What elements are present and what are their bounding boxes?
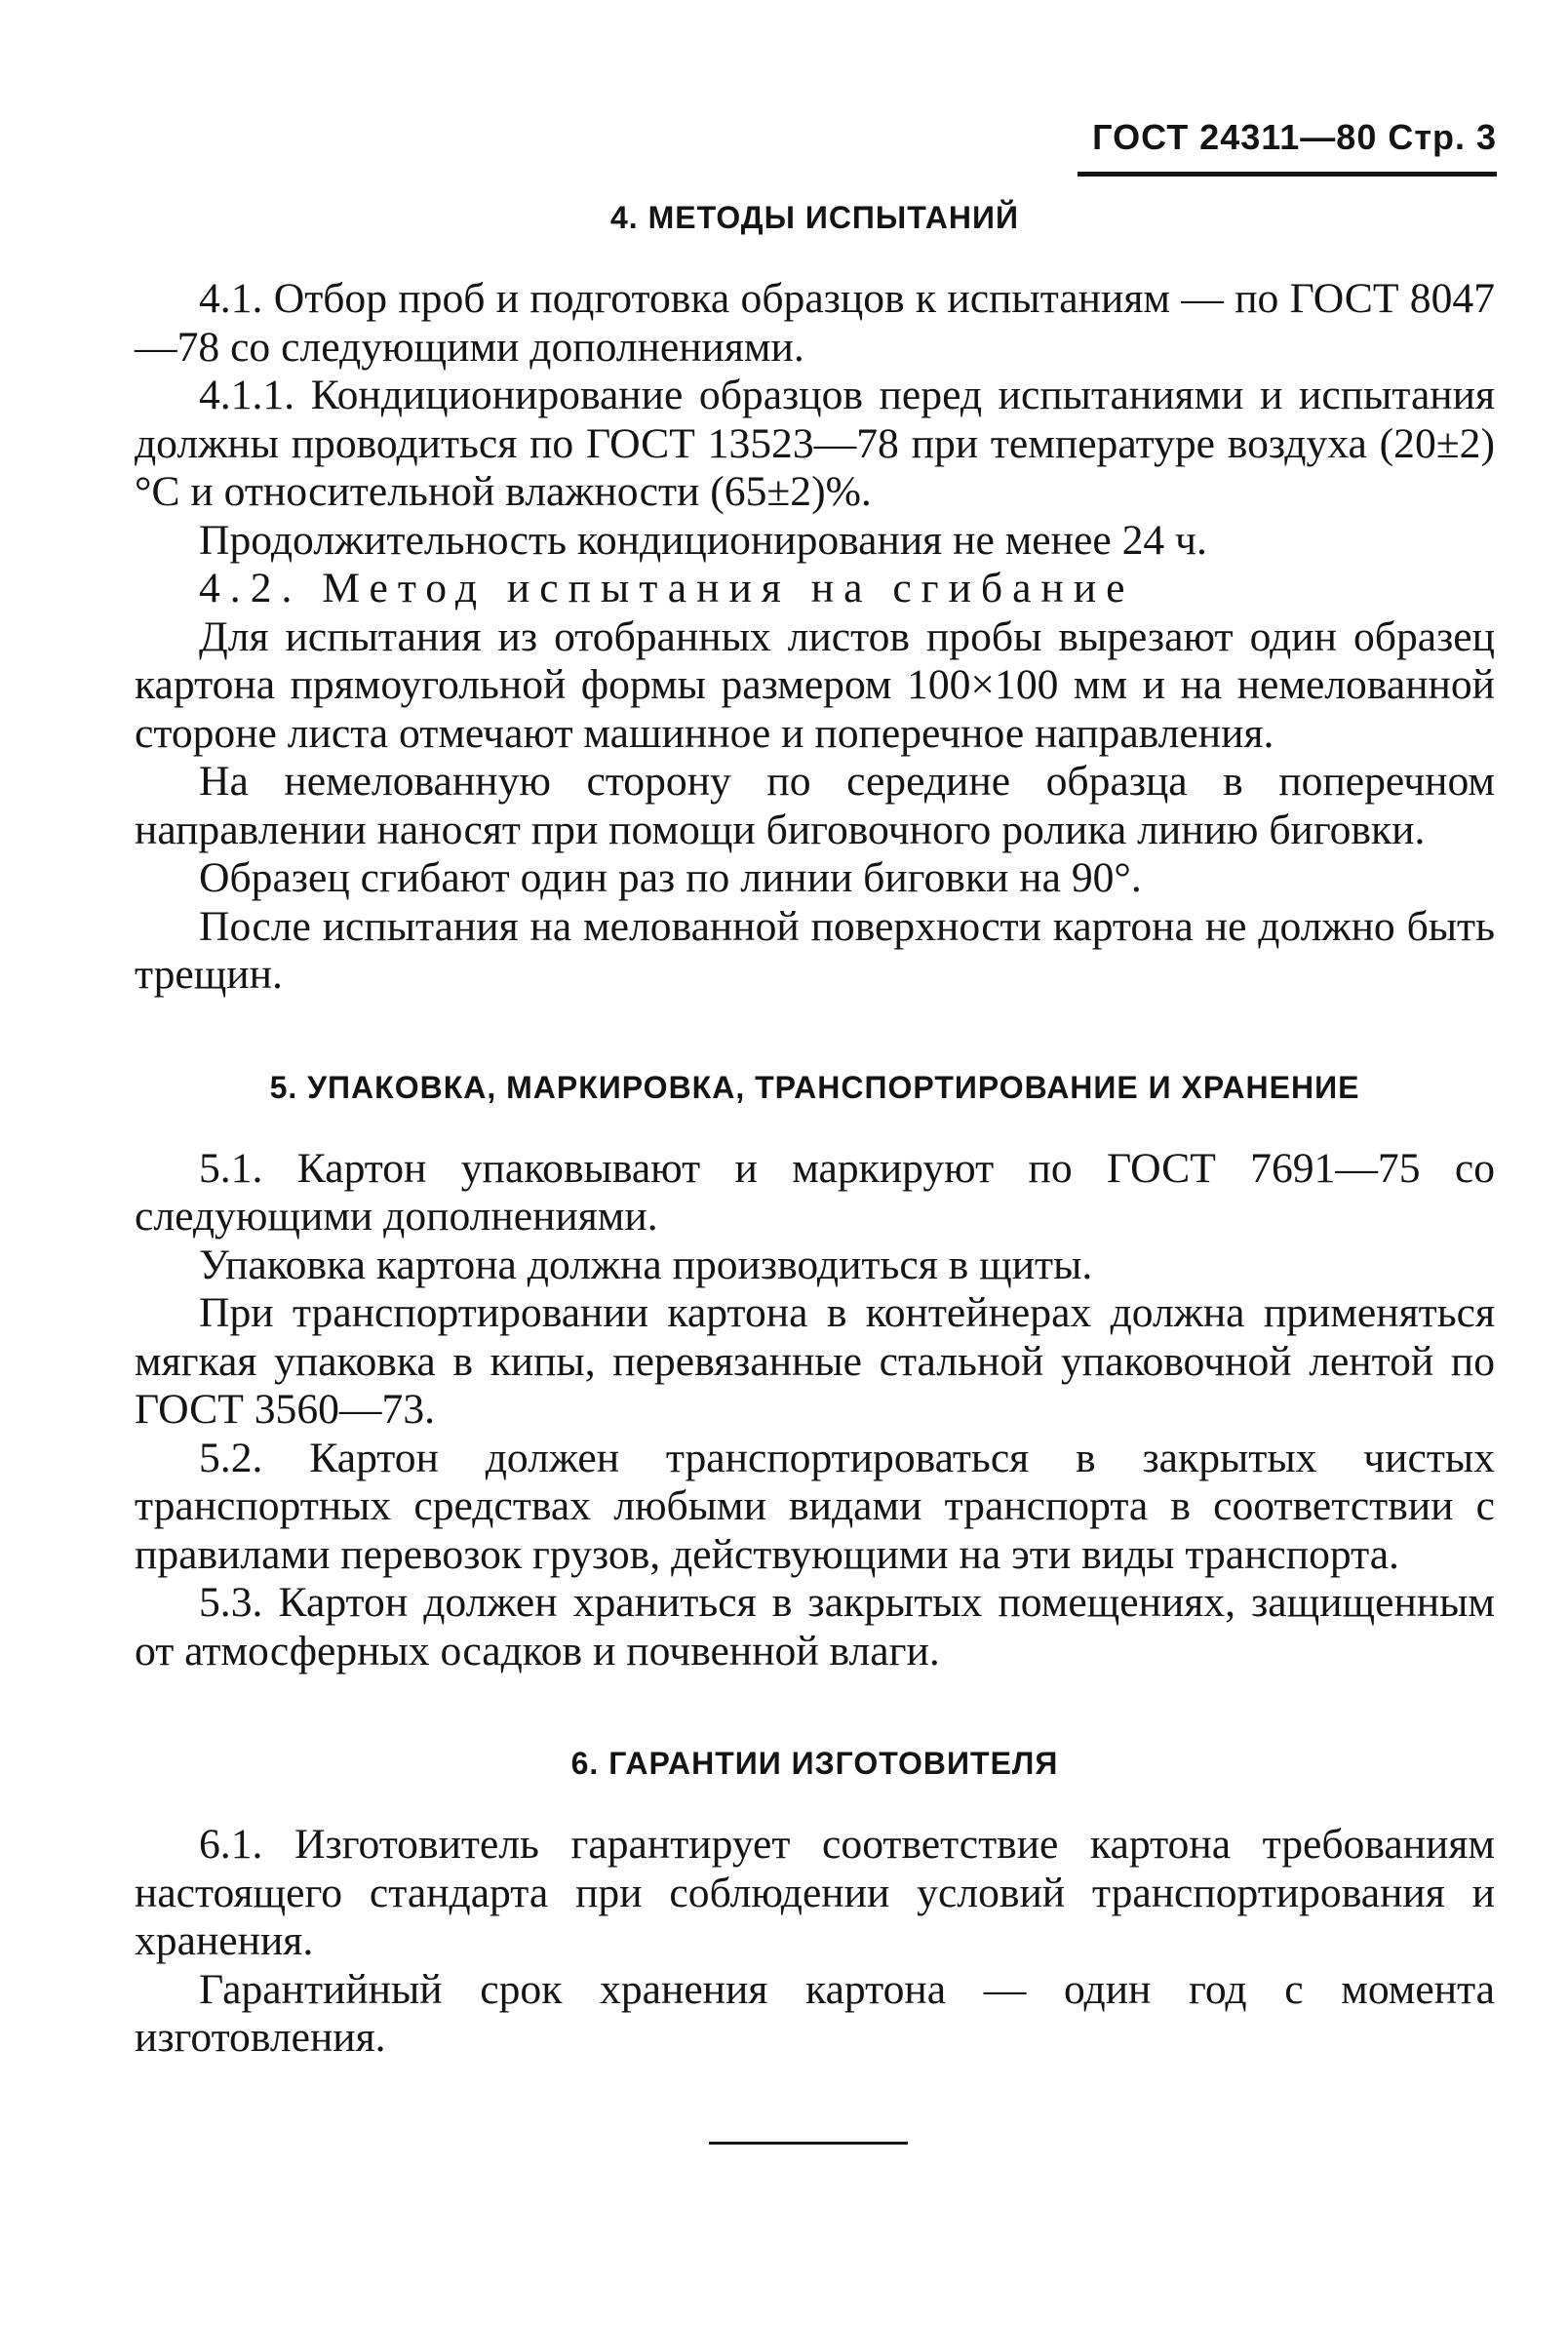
section-paragraphs [135,1145,1495,1676]
paragraph: На немелованную сторону по середине образца в поперечном направлении наносят при помощи биговочного ролика линию биговки. [135,758,1495,853]
paragraph: 5.1. Картон упаковывают и маркируют по ГОСТ 7691—75 со следующими дополнениями. [135,1144,1495,1240]
header-rule [1078,172,1497,177]
paragraph: Образец сгибают один раз по линии биговки на 90°. [199,854,1142,901]
section-packing-marking [135,1070,1495,1676]
paragraph: Упаковка картона должна производиться в щиты. [199,1241,1093,1288]
paragraph: 5.3. Картон должен храниться в закрытых помещениях, защищенным от атмосферных осадков и почвенной влаги. [135,1579,1495,1675]
paragraph-subheading: 4.2. Метод испытания на сгибание [199,565,1135,611]
section-heading: 6. ГАРАНТИИ ИЗГОТОВИТЕЛЯ [570,1746,1059,1781]
paragraph: 6.1. Изготовитель гарантирует соответствие картона требованиям настоящего стандарта при соблюдении условий транспортирования и хранения. [135,1821,1495,1964]
paragraph: 4.1. Отбор проб и подготовка образцов к испытаниям — по ГОСТ 8047—78 со следующими дополнениями. [135,275,1495,371]
running-title: ГОСТ 24311—80 Стр. 3 [1092,117,1497,157]
paragraph: Гарантийный срок хранения картона — один год с момента изготовления. [135,1965,1495,2061]
page-header [1058,117,1497,176]
paragraph: После испытания на мелованной поверхности картона не должно быть трещин. [135,902,1495,998]
page-body [135,200,1495,2063]
section-heading: 4. МЕТОДЫ ИСПЫТАНИЙ [610,200,1019,235]
section-test-methods [135,200,1495,1000]
paragraph: Продолжительность кондиционирования не менее 24 ч. [199,516,1207,564]
section-heading: 5. УПАКОВКА, МАРКИРОВКА, ТРАНСПОРТИРОВАНИЕ И ХРАНЕНИЕ [269,1069,1360,1105]
section-paragraphs [135,1821,1495,2063]
section-paragraphs [135,275,1495,1000]
paragraph: При транспортировании картона в контейнерах должна применяться мягкая упаковка в кипы, перевязанные стальной упаковочной лентой по ГОСТ 3560—73. [135,1289,1495,1433]
paragraph: Для испытания из отобранных листов пробы вырезают один образец картона прямоугольной формы размером 100×100 мм и на немелованной стороне листа отмечают машинное и поперечное направления. [135,612,1495,757]
section-manufacturer-warranty [135,1746,1495,2063]
paragraph: 5.2. Картон должен транспортироваться в закрытых чистых транспортных средствах любыми видами транспорта в соответствии с правилами перевозок грузов, действующими на эти виды транспорта. [135,1434,1495,1578]
end-rule [709,2142,908,2145]
paragraph: 4.1.1. Кондиционирование образцов перед испытаниями и испытания должны проводиться по ГОСТ 13523—78 при температуре воздуха (20±2)°С и относительной влажности (65±2)%. [135,372,1495,515]
